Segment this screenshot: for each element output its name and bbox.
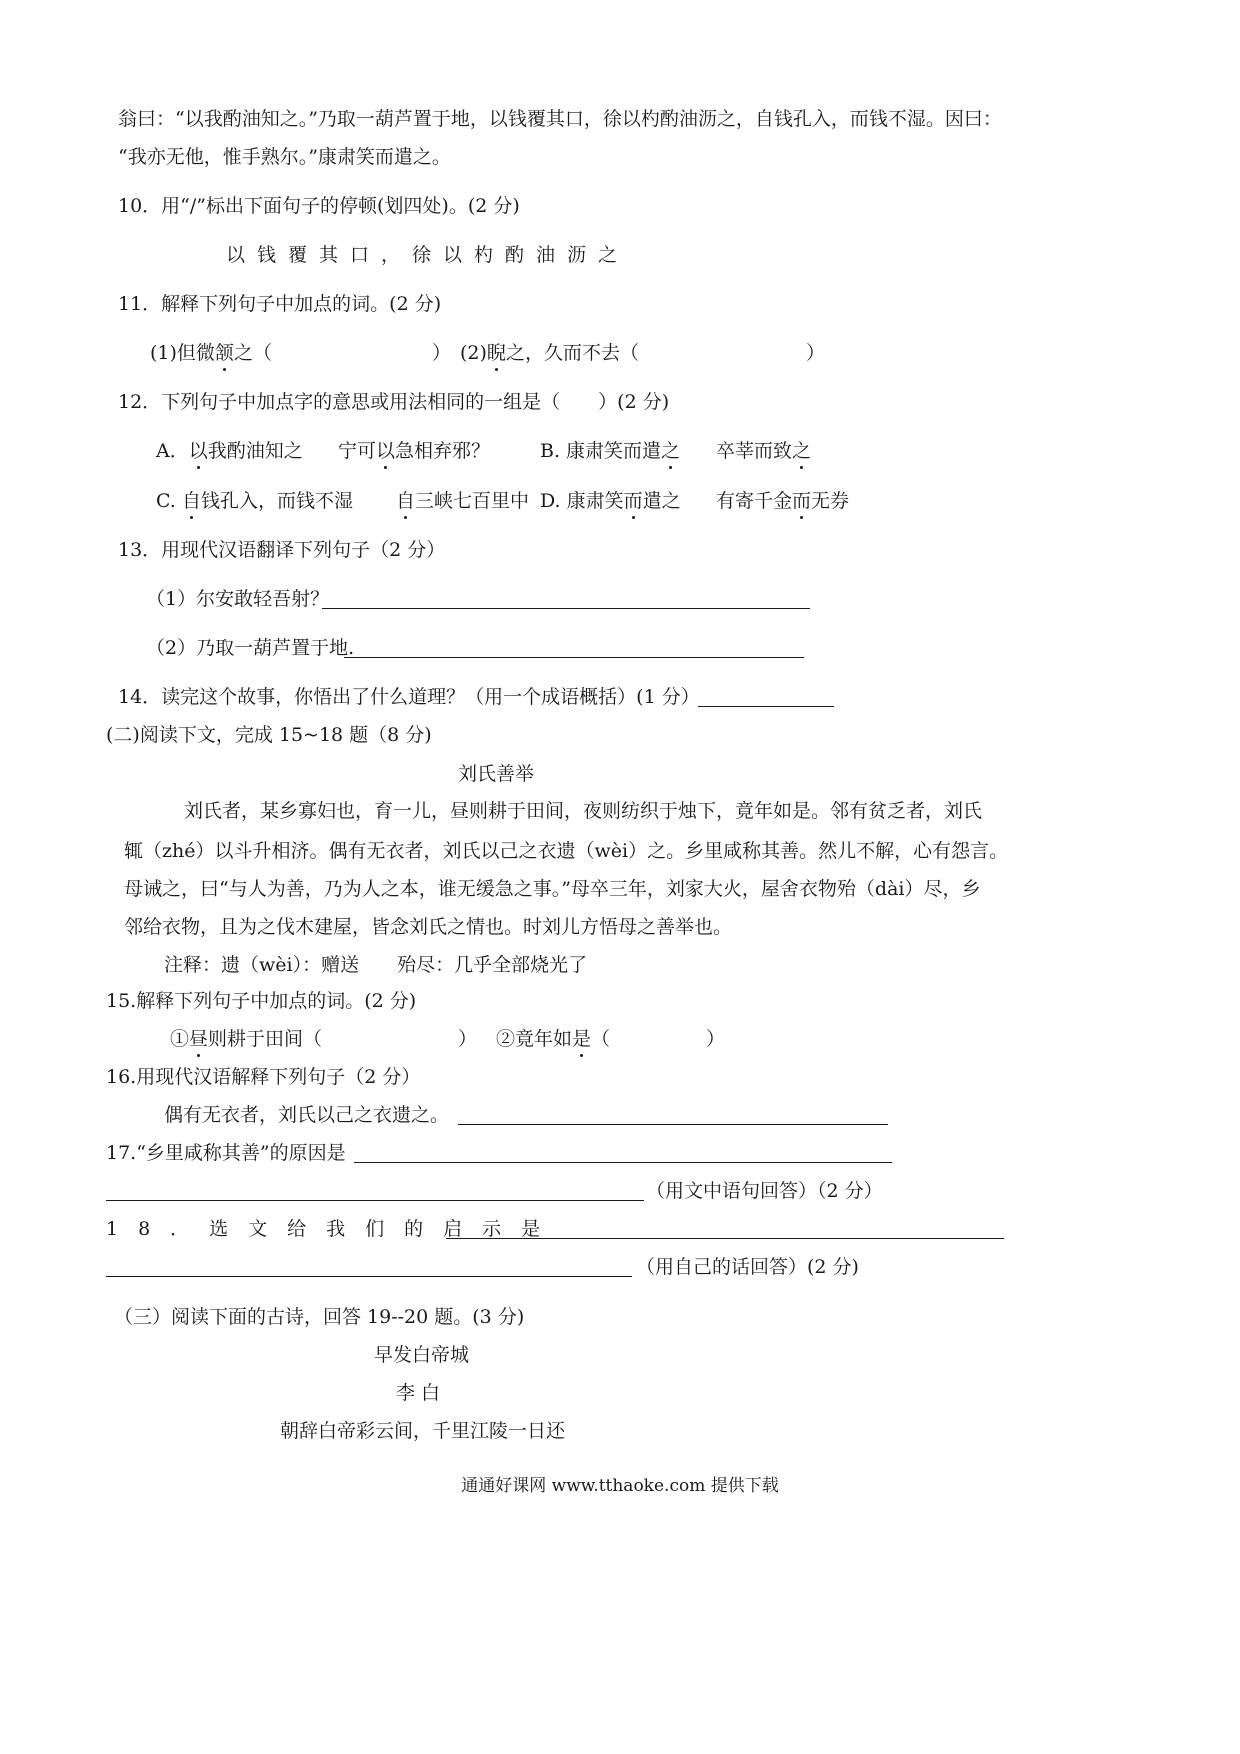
dotted-char: 睨 — [486, 342, 506, 364]
dotted-char: 颔 — [214, 342, 234, 364]
question-10-sentence: 以钱覆其口，徐以杓酌油沥之 — [226, 244, 630, 266]
dotted-char: 以 — [188, 440, 208, 462]
question-17-suffix: （用文中语句回答）（2 分） — [646, 1180, 883, 1202]
question-14: 14．读完这个故事，你悟出了什么道理？（用一个成语概括）(1 分） — [118, 686, 700, 708]
question-16: 16.用现代汉语解释下列句子（2 分） — [106, 1066, 421, 1088]
question-11-item-1: (1)但微颔之（ — [150, 342, 272, 364]
poem-line-1: 朝辞白帝彩云间，千里江陵一日还 — [280, 1420, 566, 1442]
question-17: 17.“乡里咸称其善”的原因是 — [106, 1142, 346, 1164]
poem-title: 早发白帝城 — [374, 1344, 470, 1366]
passage-paragraph-line-1: 刘氏者，某乡寡妇也，育一儿，昼则耕于田间，夜则纺织于烛下，竟年如是。邻有贫乏者，刘氏 — [184, 800, 983, 822]
passage-paragraph-line-2: 辄（zhé）以斗升相济。偶有无衣者，刘氏以己之衣遗（wèi）之。乡里咸称其善。然儿不解，心有怨言。 — [124, 840, 1009, 862]
question-15-item-1: ①昼则耕于田间（ — [170, 1028, 323, 1050]
dotted-char: 是 — [572, 1028, 592, 1050]
question-12-option-b-2: 卒莘而致之 — [716, 440, 812, 462]
question-11-item-2-close: ） — [806, 342, 826, 364]
question-11: 11．解释下列句子中加点的词。(2 分) — [118, 293, 442, 315]
dotted-char: 而 — [623, 490, 643, 512]
section-2-heading: (二)阅读下文，完成 15~18 题（8 分) — [106, 724, 432, 746]
answer-line[interactable] — [446, 1238, 1004, 1239]
passage-paragraph-line-3: 母诫之，曰“与人为善，乃为人之本，谁无缓急之事。”母卒三年，刘家大火，屋舍衣物殆（dài）尽，乡 — [124, 878, 981, 900]
answer-line[interactable] — [106, 1200, 644, 1201]
answer-line[interactable] — [344, 657, 804, 658]
answer-line[interactable] — [354, 1162, 892, 1163]
question-12-option-a-2: 宁可以急相弃邪？ — [338, 440, 491, 462]
answer-line[interactable] — [458, 1124, 888, 1125]
dotted-char: 之 — [792, 440, 812, 462]
question-11-item-2: (2)睨之，久而不去（ — [460, 342, 639, 364]
answer-line[interactable] — [698, 706, 834, 707]
question-16-sentence: 偶有无衣者，刘氏以己之衣遗之。 — [164, 1104, 450, 1126]
passage-title: 刘氏善举 — [458, 763, 535, 785]
question-13: 13．用现代汉语翻译下列句子（2 分） — [118, 539, 446, 561]
question-18: 18．选文给我们的启示是 — [106, 1218, 561, 1240]
question-12: 12．下列句子中加点字的意思或用法相同的一组是（ ）(2 分) — [118, 391, 670, 413]
question-12-option-c-2: 自三峡七百里中 — [396, 490, 530, 512]
passage-paragraph-line-4: 邻给衣物，且为之伐木建屋，皆念刘氏之情也。时刘儿方悟母之善举也。 — [124, 916, 733, 938]
question-12-option-a-1: A．以我酌油知之 — [156, 440, 303, 462]
question-13-sentence-2: （2）乃取一葫芦置于地. — [146, 637, 355, 659]
dotted-char: 以 — [376, 440, 396, 462]
question-15-item-1-close: ） — [458, 1028, 478, 1050]
question-12-option-c-1: C. 自钱孔入，而钱不湿 — [156, 490, 353, 512]
poem-author: 李 白 — [396, 1382, 441, 1404]
question-10: 10．用“/”标出下面句子的停顿(划四处)。(2 分) — [118, 195, 520, 217]
footer-credit: 通通好课网 www.tthaoke.com 提供下载 — [461, 1476, 779, 1496]
dotted-char: 而 — [792, 490, 812, 512]
passage-line-2: “我亦无他，惟手熟尔。”康肃笑而遣之。 — [118, 146, 451, 168]
question-18-suffix: （用自己的话回答）(2 分) — [636, 1256, 859, 1278]
dotted-char: 昼 — [189, 1028, 209, 1050]
answer-line[interactable] — [322, 608, 810, 609]
answer-line[interactable] — [106, 1276, 632, 1277]
question-13-sentence-1: （1）尔安敢轻吾射？ — [146, 588, 330, 610]
section-3-heading: （三）阅读下面的古诗，回答 19--20 题。(3 分) — [114, 1306, 525, 1328]
dotted-char: 自 — [396, 490, 416, 512]
question-12-option-d-1: D. 康肃笑而遣之 — [540, 490, 681, 512]
question-15: 15.解释下列句子中加点的词。(2 分) — [106, 990, 417, 1012]
question-15-item-2: ②竟年如是（ — [496, 1028, 611, 1050]
dotted-char: 自 — [181, 490, 201, 512]
question-11-item-1-close: ） — [432, 342, 452, 364]
question-12-option-d-2: 有寄千金而无券 — [716, 490, 850, 512]
dotted-char: 之 — [661, 440, 681, 462]
question-15-item-2-close: ） — [706, 1028, 726, 1050]
question-12-option-b-1: B. 康肃笑而遣之 — [540, 440, 681, 462]
passage-line-1: 翁曰：“以我酌油知之。”乃取一葫芦置于地，以钱覆其口，徐以杓酌油沥之，自钱孔入，而钱不湿。因曰： — [118, 108, 1002, 130]
passage-note: 注释：遗（wèi）：赠送 殆尽：几乎全部烧光了 — [164, 954, 588, 976]
